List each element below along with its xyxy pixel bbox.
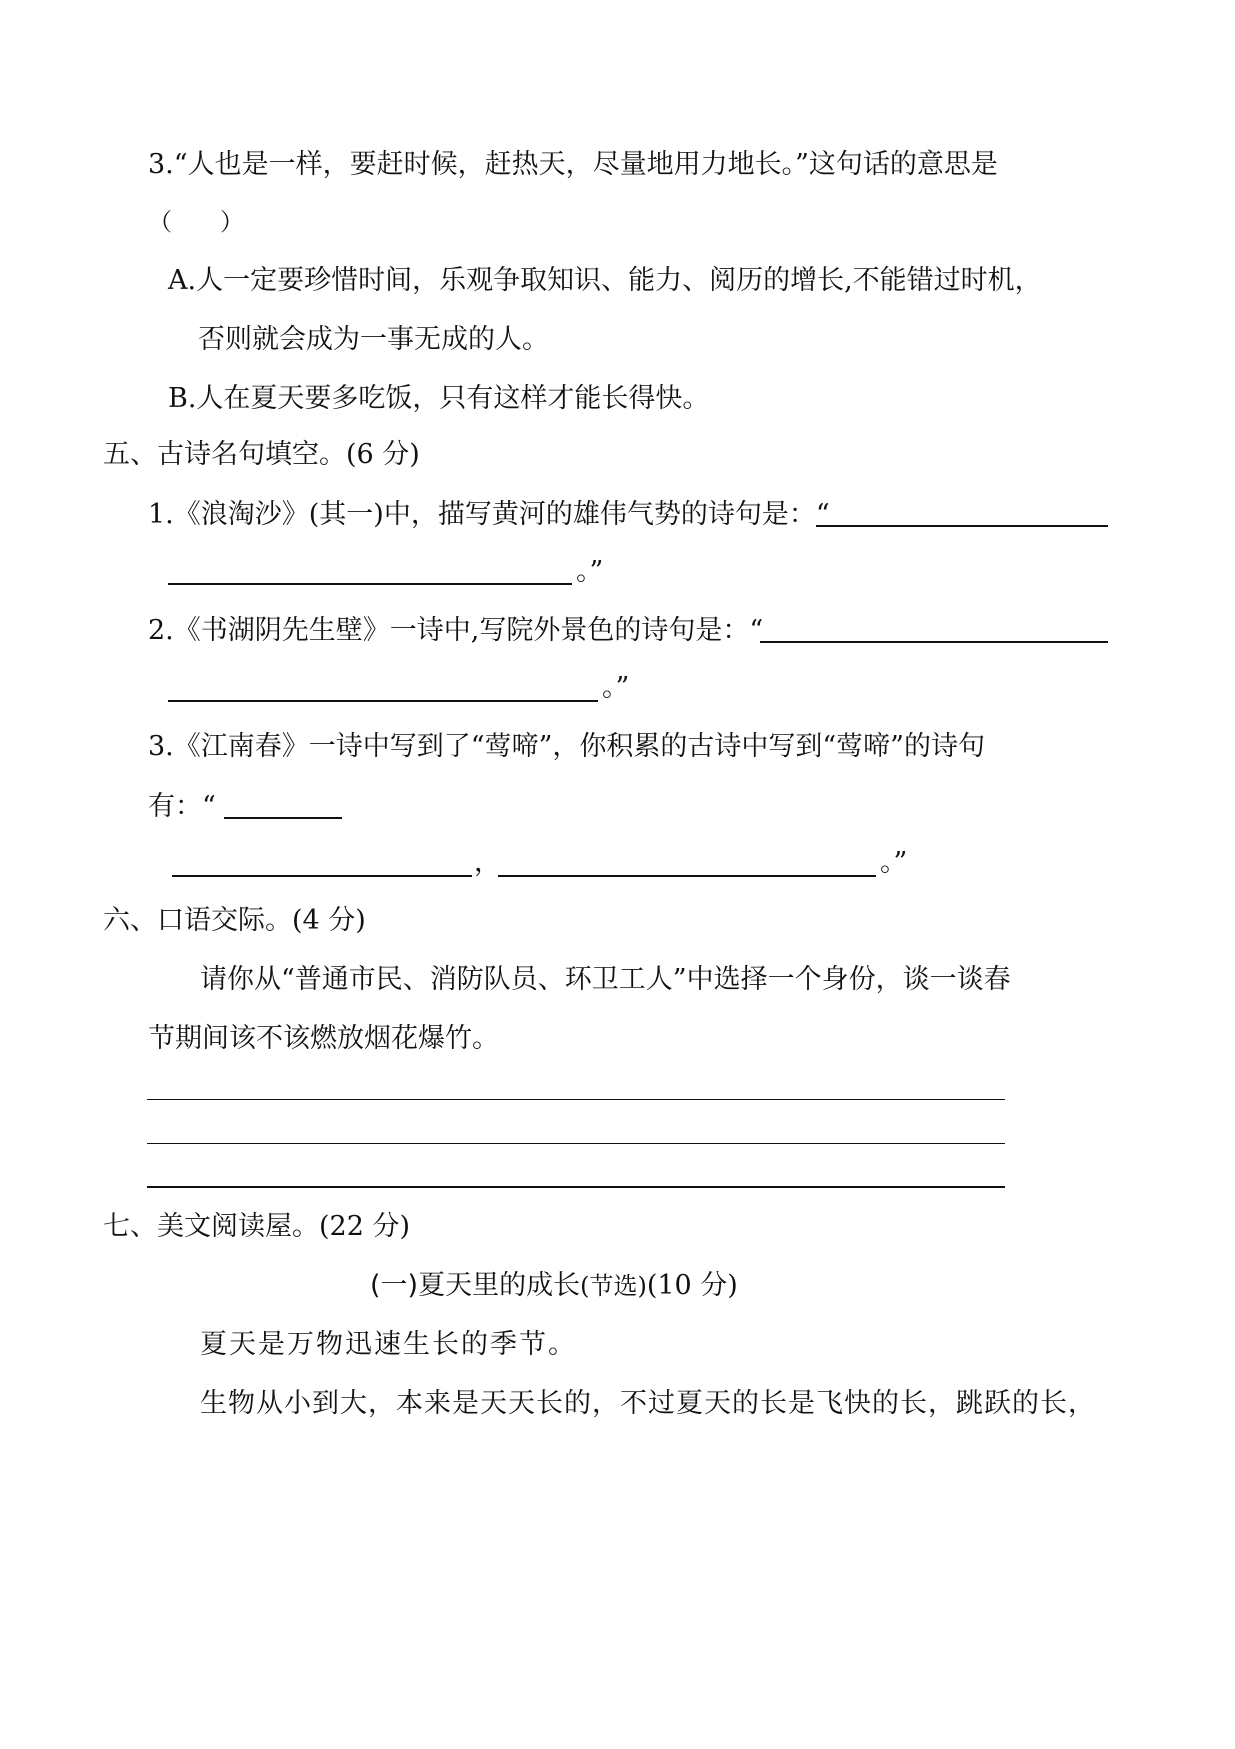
q5-item2-blank-a[interactable] xyxy=(760,641,1108,643)
q5-item3-comma: ， xyxy=(474,847,501,878)
q5-item1-text: 1.《浪淘沙》(其一)中，描写黄河的雄伟气势的诗句是：“ xyxy=(148,499,830,530)
q6-answer-line-2[interactable] xyxy=(147,1143,1005,1144)
section5-heading xyxy=(103,438,420,472)
section5-title: 五、古诗名句填空。 xyxy=(103,439,346,470)
q6-prompt-line1: 请你从“普通市民、消防队员、环卫工人”中选择一个身份，谈一谈春 xyxy=(200,964,1011,995)
q5-item3-blank-c[interactable] xyxy=(498,875,876,877)
q5-item3-text2: 有：“ xyxy=(148,791,216,822)
q5-item3-blank-a[interactable] xyxy=(224,817,342,819)
q4-item3-option-b: B.人在夏天要多吃饭，只有这样才能长得快。 xyxy=(168,383,710,414)
section6-title: 六、口语交际。 xyxy=(103,905,292,936)
q4-item3-answer-parens[interactable]: （ ） xyxy=(148,208,244,236)
passage1-points: (10 分) xyxy=(646,1270,738,1301)
q5-item1-blank-a[interactable] xyxy=(816,525,1108,527)
q5-item2-end: 。” xyxy=(602,672,630,703)
section5-points: (6 分) xyxy=(346,439,420,470)
section6-heading xyxy=(103,904,366,938)
passage1-paragraph-2: 生物从小到大，本来是天天长的，不过夏天的长是飞快的长，跳跃的长， xyxy=(200,1388,1096,1419)
section6-points: (4 分) xyxy=(292,905,366,936)
passage1-paragraph-1: 夏天是万物迅速生长的季节。 xyxy=(200,1329,577,1360)
q4-item3-option-a-line1: A.人一定要珍惜时间，乐观争取知识、能力、阅历的增长,不能错过时机， xyxy=(168,265,1042,296)
q5-item2-text: 2.《书湖阴先生壁》一诗中,写院外景色的诗句是：“ xyxy=(148,615,764,646)
passage1-note: (节选) xyxy=(580,1272,647,1300)
passage1-heading xyxy=(370,1269,738,1303)
q5-item1-blank-b[interactable] xyxy=(168,583,572,585)
q5-item3-text: 3.《江南春》一诗中写到了“莺啼”，你积累的古诗中写到“莺啼”的诗句 xyxy=(148,731,985,762)
q5-item2-blank-b[interactable] xyxy=(168,700,598,702)
q6-answer-line-1[interactable] xyxy=(147,1099,1005,1100)
section7-title: 七、美文阅读屋。 xyxy=(103,1211,319,1242)
passage1-title: (一)夏天里的成长 xyxy=(370,1270,581,1301)
section7-heading xyxy=(103,1210,410,1244)
q5-item3-end: 。” xyxy=(880,847,908,878)
q6-answer-line-3[interactable] xyxy=(147,1186,1005,1188)
q4-item3-stem: 3.“人也是一样，要赶时候，赶热天，尽量地用力地长。”这句话的意思是 xyxy=(148,149,998,180)
q4-item3-option-a-line2: 否则就会成为一事无成的人。 xyxy=(198,324,549,355)
q5-item3-blank-b[interactable] xyxy=(172,875,472,877)
q5-item1-end: 。” xyxy=(576,556,604,587)
section7-points: (22 分) xyxy=(319,1211,411,1242)
q6-prompt-line2: 节期间该不该燃放烟花爆竹。 xyxy=(148,1023,499,1054)
